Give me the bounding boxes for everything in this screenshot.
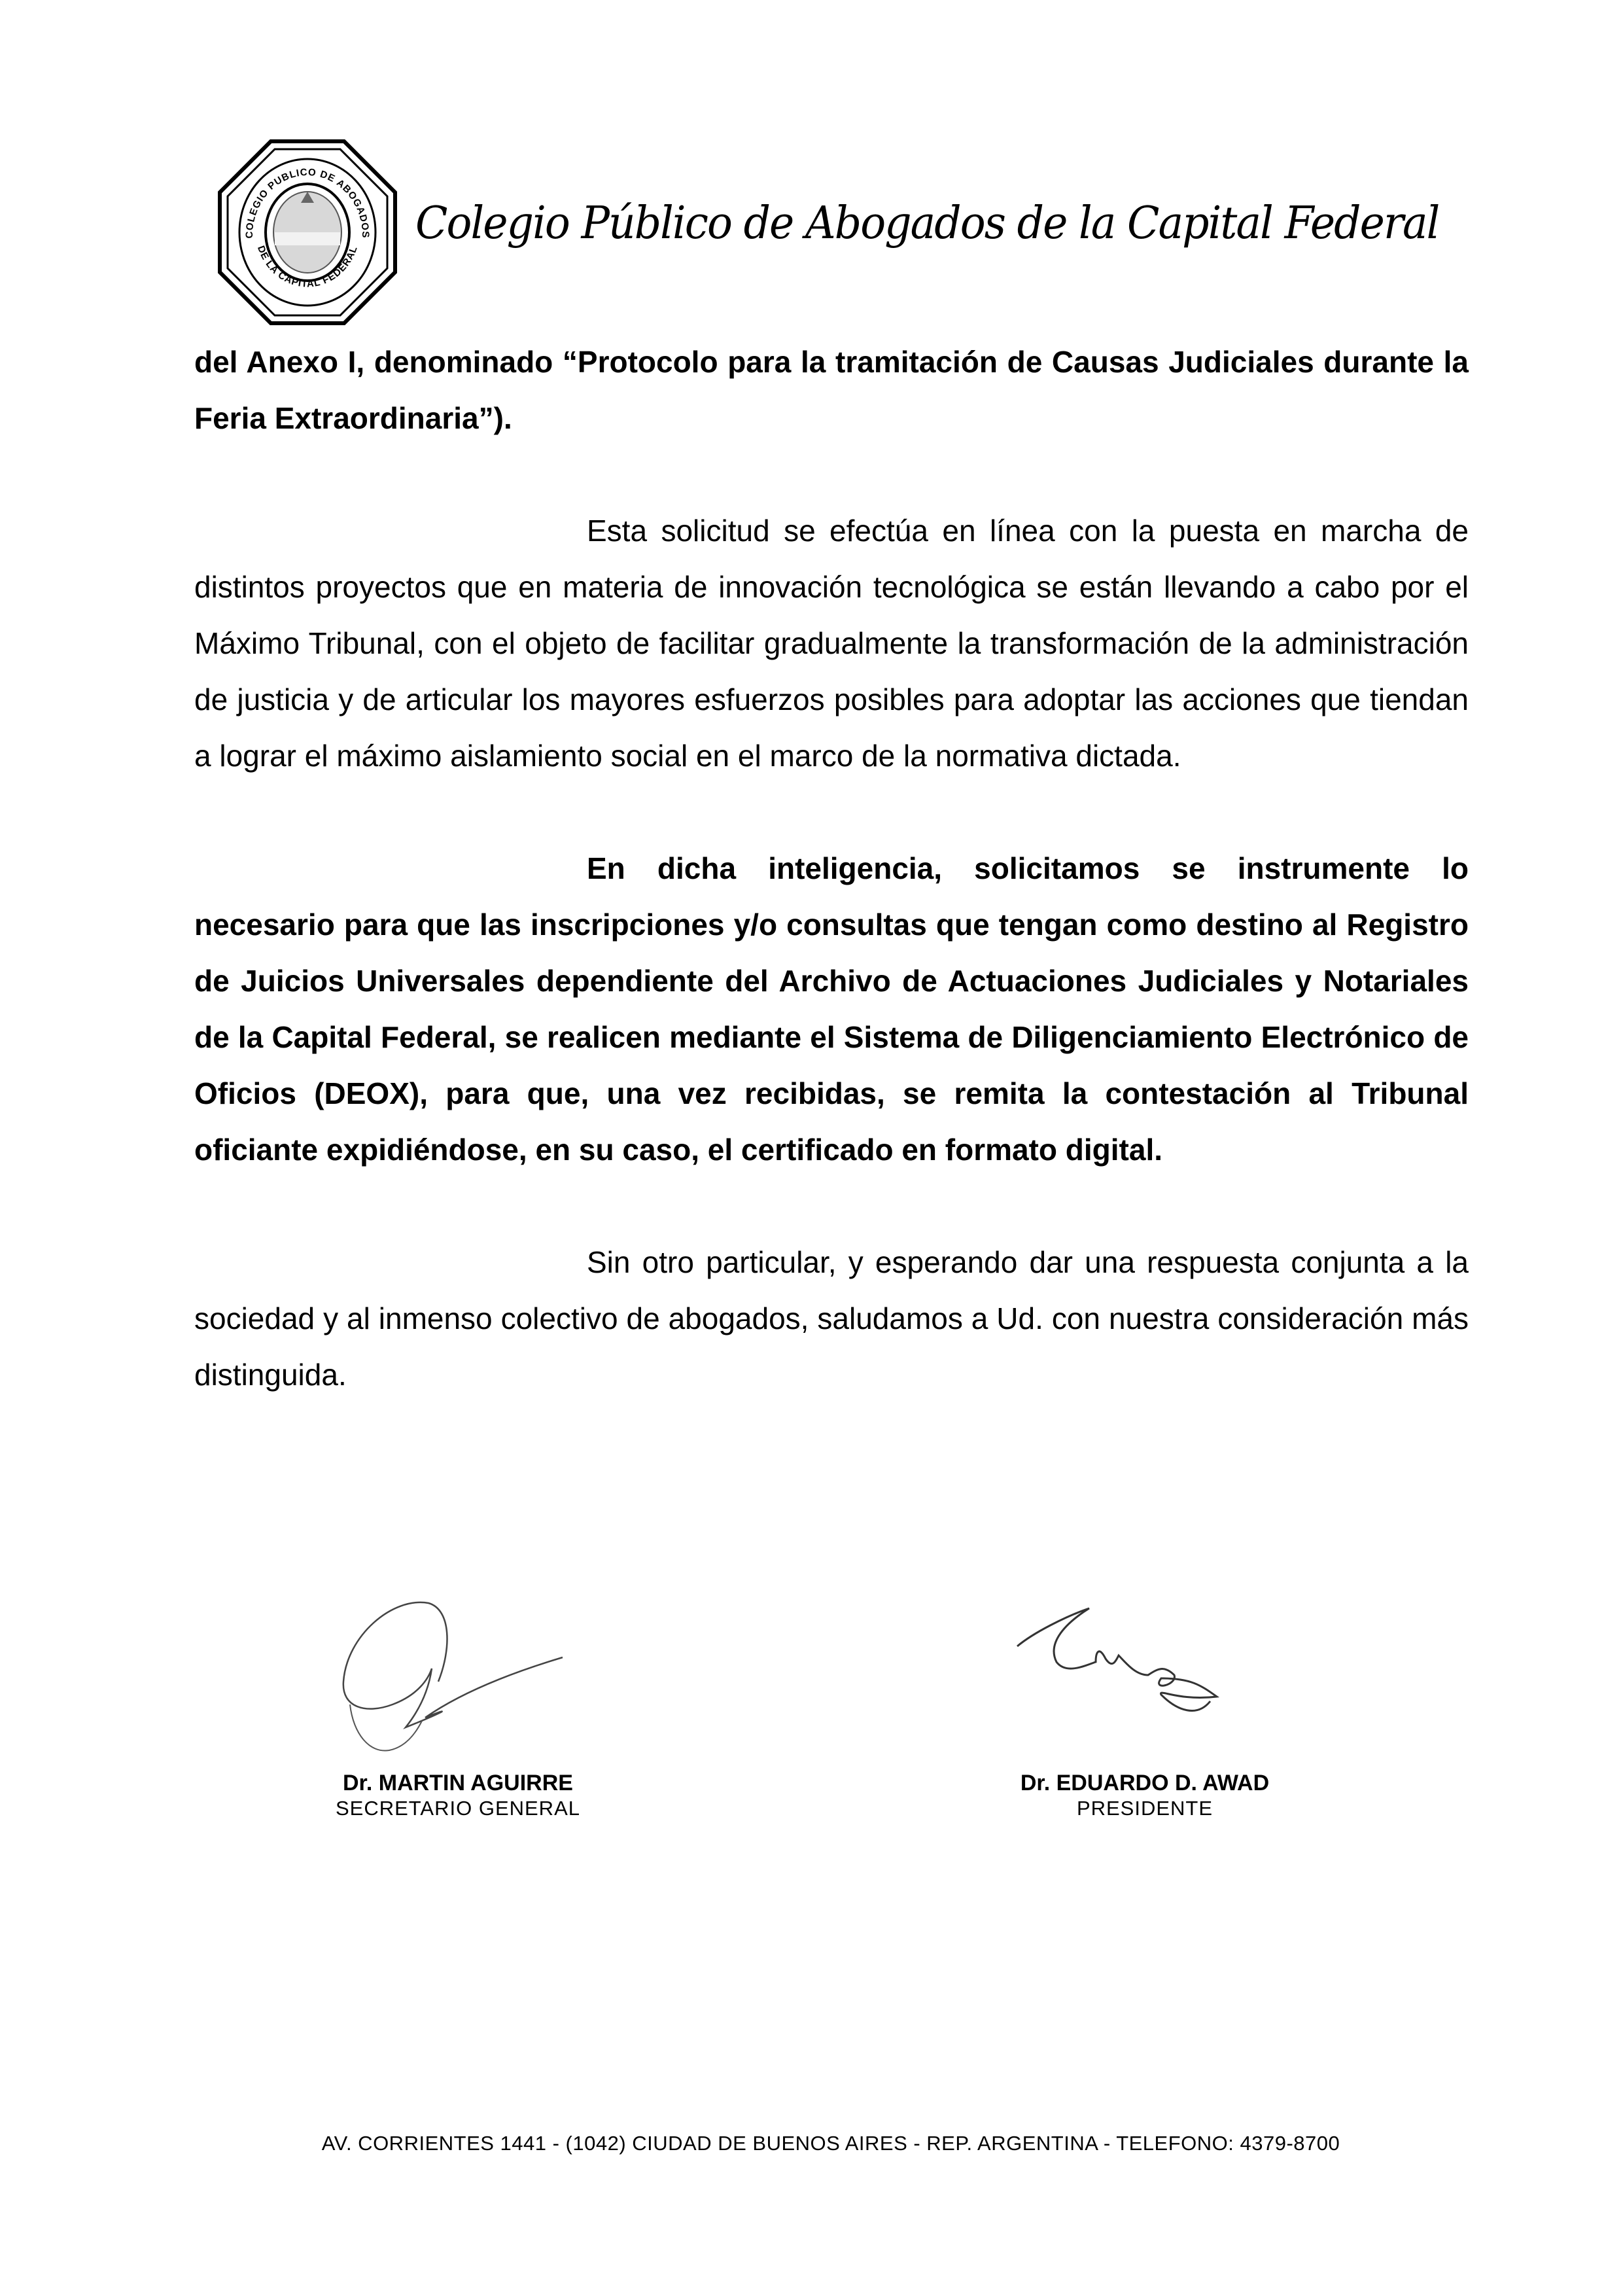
- paragraph-3: [194, 840, 1469, 1178]
- paragraph-4: [194, 1234, 1469, 1403]
- paragraph-1: [194, 334, 1469, 446]
- handwritten-signature-icon: [981, 1570, 1348, 1767]
- letterhead: [216, 137, 1439, 334]
- signatory-name: Dr. EDUARDO D. AWAD: [1020, 1771, 1270, 1795]
- signatory-role: PRESIDENTE: [1076, 1797, 1213, 1820]
- bar-association-seal-icon: [216, 137, 399, 327]
- handwritten-signature-icon: [288, 1570, 628, 1767]
- signatory-role: SECRETARIO GENERAL: [335, 1797, 580, 1820]
- paragraph-2: [194, 503, 1469, 784]
- letter-body: [194, 334, 1469, 1403]
- signature-block-president: [981, 1570, 1348, 1820]
- seal-text-bottom: DE LA CAPITAL FEDERAL: [255, 244, 360, 290]
- footer-address: AV. CORRIENTES 1441 - (1042) CIUDAD DE BUENOS AIRES - REP. ARGENTINA - TELEFONO: 4379-8700: [321, 2132, 1340, 2155]
- paragraph-4-text: Sin otro particular, y esperando dar una respuesta conjunta a la sociedad y al inmenso colectivo de abogados, saludamos a Ud. con nuestra consideración más distinguida.: [194, 1245, 1469, 1392]
- paragraph-2-text: Esta solicitud se efectúa en línea con la puesta en marcha de distintos proyectos que en materia de innovación tecnológica se están llevando a cabo por el Máximo Tribunal, con el objeto de facilitar gradualmente la transformación de la administración de justicia y de articular los mayores esfuerzos posibles para adoptar las acciones que tiendan a lograr el máximo aislamiento social en el marco de la normativa dictada.: [194, 514, 1469, 773]
- paragraph-3-text: En dicha inteligencia, solicitamos se instrumente lo necesario para que las inscripciones y/o consultas que tengan como destino al Registro de Juicios Universales dependiente del Archivo de Actuaciones Judiciales y Notariales de la Capital Federal, se realicen mediante el Sistema de Diligenciamiento Electrónico de Oficios (DEOX), para que, una vez recibidas, se remita la contestación al Tribunal oficiante expidiéndose, en su caso, el certificado en formato digital.: [194, 851, 1469, 1167]
- seal-text-top: COLEGIO PUBLICO DE ABOGADOS: [243, 166, 372, 239]
- signatory-name: Dr. MARTIN AGUIRRE: [343, 1771, 573, 1795]
- organization-name: Colegio Público de Abogados de la Capital Federal: [415, 198, 1439, 249]
- paragraph-1-text: del Anexo I, denominado “Protocolo para la tramitación de Causas Judiciales durante la Feria Extraordinaria”).: [194, 345, 1469, 435]
- signature-block-secretary: [288, 1570, 628, 1820]
